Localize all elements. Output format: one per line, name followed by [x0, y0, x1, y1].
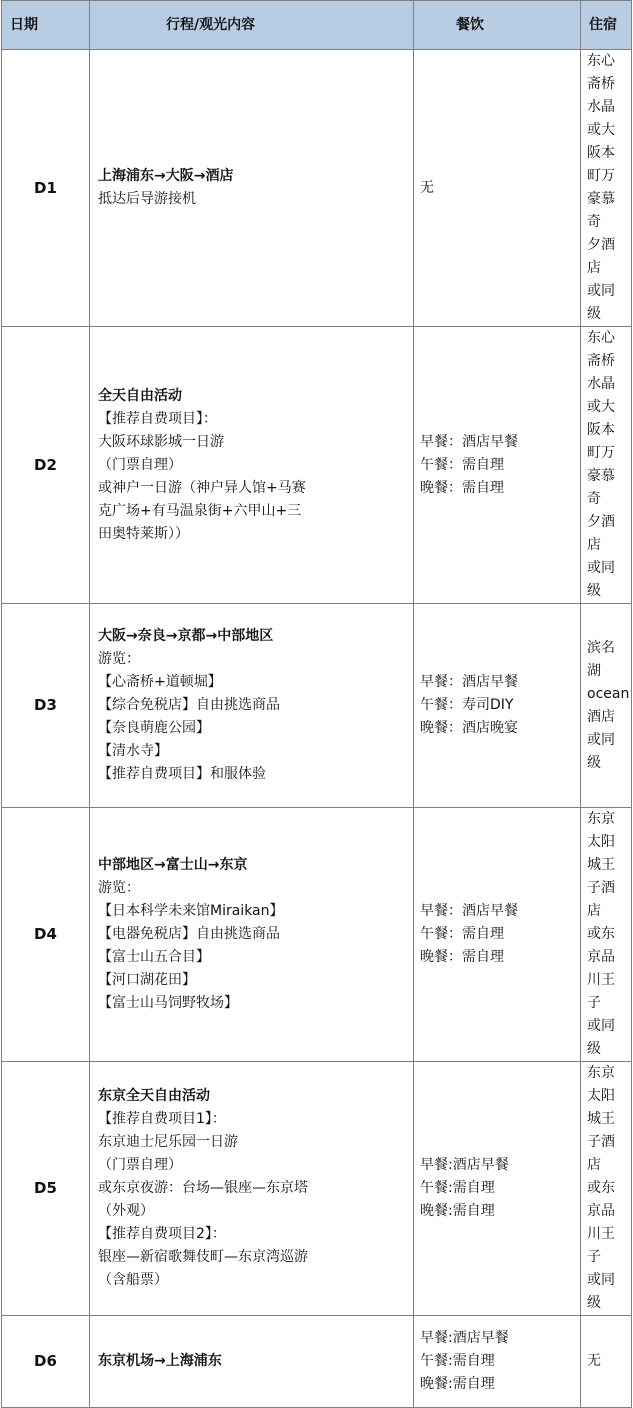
itinerary-line: 【综合免税店】自由挑选商品	[98, 697, 280, 713]
meal-line: 晚餐：酒店晚宴	[420, 720, 518, 736]
meal-line: 午餐:需自理	[420, 1353, 495, 1369]
meal-line: 晚餐:需自理	[420, 1376, 495, 1392]
meals-cell	[414, 604, 581, 808]
meal-line: 午餐：需自理	[420, 926, 504, 942]
hotel-cell	[581, 1316, 632, 1408]
table-row	[2, 808, 632, 1062]
table-body	[2, 50, 632, 1408]
hotel-cell	[581, 50, 632, 327]
itinerary-cell	[90, 808, 414, 1062]
header-date: 日期	[2, 1, 90, 50]
meals-cell	[414, 327, 581, 604]
hotel-cell	[581, 604, 632, 808]
hotel-line: 或同级	[587, 731, 615, 771]
itinerary-line: 【奈良萌鹿公园】	[98, 720, 210, 736]
itinerary-line: （门票自理）	[98, 1157, 182, 1173]
meal-line: 早餐：酒店早餐	[420, 433, 518, 450]
day-cell: D3	[2, 604, 90, 808]
hotel-line: 或大阪本町万豪慕奇	[587, 122, 615, 230]
hotel-line: 或同级	[587, 283, 615, 322]
hotel-cell	[581, 327, 632, 604]
meal-line: 晚餐：需自理	[420, 479, 504, 496]
meal-line: 午餐:需自理	[420, 1180, 495, 1196]
hotel-line: 或同级	[587, 1272, 615, 1311]
itinerary-line: （含船票）	[98, 1272, 168, 1288]
meal-line: 午餐：需自理	[420, 456, 504, 473]
itinerary-cell	[90, 1316, 414, 1408]
itinerary-line: 【富士山马饲野牧场】	[98, 995, 238, 1011]
meal-line: 早餐：酒店早餐	[420, 903, 518, 919]
itinerary-line: 【推荐自费项目】和服体验	[98, 766, 266, 782]
hotel-cell	[581, 808, 632, 1062]
day-cell: D1	[2, 50, 90, 327]
itinerary-line: 【河口湖花田】	[98, 972, 196, 988]
itinerary-line: 【日本科学未来馆Miraikan】	[98, 903, 284, 919]
itinerary-line: 【心斋桥+道顿堀】	[98, 674, 222, 690]
itinerary-line: （门票自理）	[98, 456, 182, 473]
hotel-line: 东京太阳城王子酒店	[587, 1065, 615, 1173]
day-cell: D4	[2, 808, 90, 1062]
hotel-line: 或同级	[587, 560, 615, 599]
itinerary-line: 银座—新宿歌舞伎町—东京湾巡游	[98, 1249, 308, 1265]
itinerary-title: 东京机场→上海浦东	[98, 1353, 222, 1369]
header-meals: 餐饮	[414, 1, 581, 50]
meal-line: 无	[420, 179, 434, 196]
hotel-line: 夕酒店	[587, 237, 615, 276]
itinerary-title: 中部地区→富士山→东京	[98, 857, 248, 873]
hotel-line: 东心斋桥水晶	[587, 330, 615, 392]
itinerary-line: 【富士山五合目】	[98, 949, 210, 965]
day-cell: D5	[2, 1062, 90, 1316]
hotel-cell	[581, 1062, 632, 1316]
itinerary-line: 游览：	[98, 651, 140, 667]
hotel-line: 无	[587, 1353, 601, 1369]
header-row	[2, 1, 632, 50]
itinerary-line: 大阪环球影城一日游	[98, 433, 224, 450]
meals-cell	[414, 1062, 581, 1316]
hotel-line: 滨名湖ocean酒店	[587, 639, 630, 725]
itinerary-line: 田奥特莱斯））	[98, 525, 189, 542]
hotel-line: 或东京品川王子	[587, 926, 615, 1011]
meals-cell	[414, 50, 581, 327]
day-cell: D2	[2, 327, 90, 604]
hotel-line: 或东京品川王子	[587, 1180, 615, 1265]
itinerary-cell	[90, 1062, 414, 1316]
day-cell: D6	[2, 1316, 90, 1408]
itinerary-line: 抵达后导游接机	[98, 191, 196, 207]
itinerary-line: 【清水寺】	[98, 743, 168, 759]
itinerary-title: 东京全天自由活动	[98, 1088, 210, 1104]
itinerary-line: 【推荐自费项目】：	[98, 410, 217, 427]
itinerary-title: 上海浦东→大阪→酒店	[98, 168, 234, 184]
itinerary-table	[1, 0, 632, 1408]
table-row	[2, 50, 632, 327]
meals-cell	[414, 1316, 581, 1408]
meals-cell	[414, 808, 581, 1062]
itinerary-line: 游览：	[98, 880, 140, 896]
itinerary-line: 或神户一日游（神户异人馆+马赛	[98, 479, 306, 496]
hotel-line: 东京太阳城王子酒店	[587, 811, 615, 919]
itinerary-title: 全天自由活动	[98, 387, 182, 404]
itinerary-line: 东京迪士尼乐园一日游	[98, 1134, 238, 1150]
itinerary-title: 大阪→奈良→京都→中部地区	[98, 628, 274, 644]
table-row	[2, 604, 632, 808]
meal-line: 早餐:酒店早餐	[420, 1157, 509, 1173]
meal-line: 午餐：寿司DIY	[420, 697, 514, 713]
header-itinerary: 行程/观光内容	[90, 1, 414, 50]
meal-line: 早餐：酒店早餐	[420, 674, 518, 690]
itinerary-line: （外观）	[98, 1203, 154, 1219]
meal-line: 晚餐：需自理	[420, 949, 504, 965]
itinerary-line: 【推荐自费项目1】：	[98, 1111, 226, 1127]
meal-line: 早餐:酒店早餐	[420, 1330, 509, 1346]
meal-line: 晚餐:需自理	[420, 1203, 495, 1219]
hotel-line: 或同级	[587, 1018, 615, 1057]
itinerary-line: 【推荐自费项目2】：	[98, 1226, 226, 1242]
itinerary-cell	[90, 604, 414, 808]
table-row	[2, 327, 632, 604]
hotel-line: 夕酒店	[587, 514, 615, 553]
table-row	[2, 1062, 632, 1316]
table-row	[2, 1316, 632, 1408]
header-hotel: 住宿	[581, 1, 632, 50]
itinerary-cell	[90, 50, 414, 327]
itinerary-line: 克广场+有马温泉街+六甲山+三	[98, 502, 302, 519]
itinerary-line: 或东京夜游：台场—银座—东京塔	[98, 1180, 308, 1196]
itinerary-line: 【电器免税店】自由挑选商品	[98, 926, 280, 942]
hotel-line: 或大阪本町万豪慕奇	[587, 399, 615, 507]
itinerary-cell	[90, 327, 414, 604]
hotel-line: 东心斋桥水晶	[587, 53, 615, 115]
